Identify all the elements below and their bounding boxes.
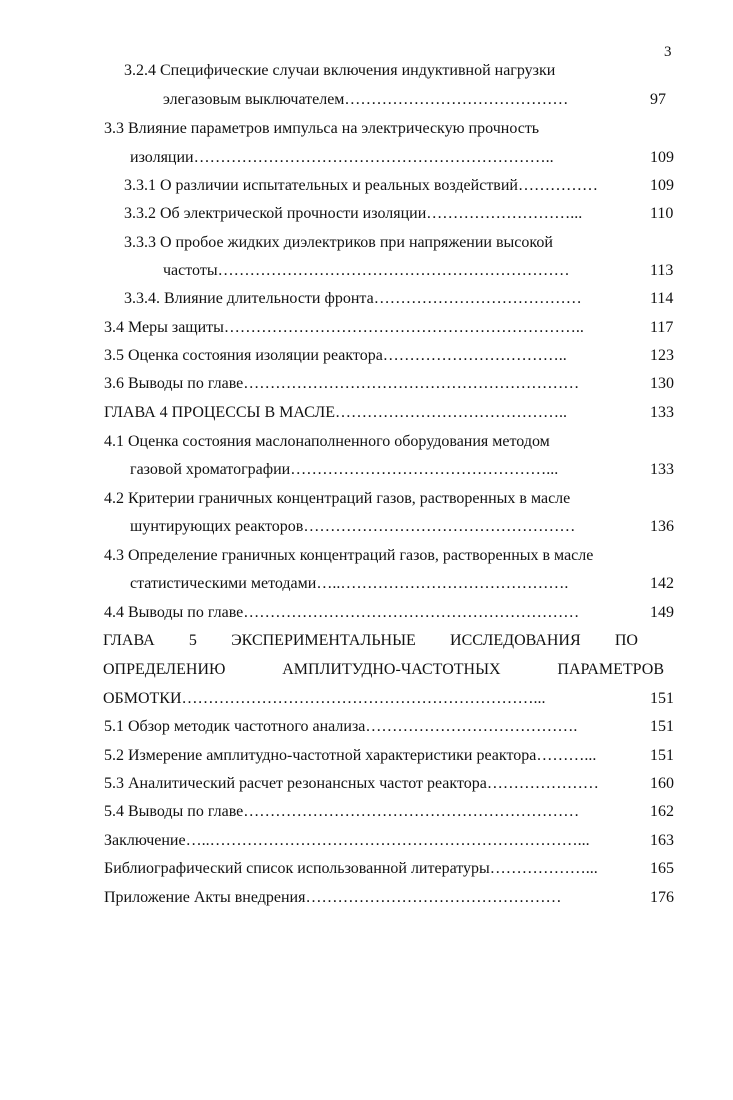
toc-entry bbox=[0, 116, 733, 142]
toc-entry-text: 5.4 Выводы по главе……………………………………………………… bbox=[104, 803, 580, 820]
chapter5-word: 5 bbox=[188, 632, 197, 649]
chapter5-heading-line1 bbox=[103, 628, 638, 654]
toc-entry bbox=[0, 230, 733, 256]
toc-page-number: 176 bbox=[650, 889, 674, 906]
toc-page-number: 109 bbox=[650, 177, 674, 194]
toc-entry-text: Заключение…..……………………………………………………………... bbox=[104, 832, 590, 849]
toc-page-number: 151 bbox=[650, 718, 674, 735]
toc-entry-text: ОБМОТКИ…………………………………………………………... bbox=[103, 690, 546, 707]
toc-page-number: 114 bbox=[650, 290, 674, 307]
toc-page-number: 136 bbox=[650, 518, 674, 535]
toc-entry-text: 3.2.4 Специфические случаи включения индуктивной нагрузки bbox=[124, 62, 556, 79]
toc-entry-text: 3.3.1 О различии испытательных и реальных воздействий…………… bbox=[124, 177, 598, 194]
toc-entry bbox=[0, 87, 733, 113]
toc-entry bbox=[0, 145, 733, 171]
chapter5-heading-line3 bbox=[0, 686, 733, 712]
toc-entry-text: изоляции………………………………………………………….. bbox=[130, 149, 554, 166]
toc-entry bbox=[0, 828, 733, 854]
toc-page-number: 110 bbox=[650, 205, 674, 222]
toc-page-number: 97 bbox=[650, 91, 666, 108]
toc-entry bbox=[0, 743, 733, 769]
toc-entry bbox=[0, 173, 733, 199]
chapter5-word: ПАРАМЕТРОВ bbox=[557, 661, 664, 678]
toc-page-number: 162 bbox=[650, 803, 674, 820]
toc-page-number: 149 bbox=[650, 604, 674, 621]
toc-entry-text: 3.3.4. Влияние длительности фронта………………………………… bbox=[124, 290, 582, 307]
toc-entry bbox=[0, 400, 733, 426]
toc-entry bbox=[0, 201, 733, 227]
toc-entry-text: 4.3 Определение граничных концентраций газов, растворенных в масле bbox=[104, 547, 594, 564]
toc-page-number: 130 bbox=[650, 375, 674, 392]
toc-entry-text: 3.4 Меры защиты………………………………………………………….. bbox=[104, 319, 584, 336]
toc-page-number: 163 bbox=[650, 832, 674, 849]
chapter5-word: ПО bbox=[614, 632, 638, 649]
toc-entry-text: Приложение Акты внедрения………………………………………… bbox=[104, 889, 562, 906]
toc-entry bbox=[0, 543, 733, 569]
toc-entry-text: 4.2 Критерии граничных концентраций газов, растворенных в масле bbox=[104, 490, 571, 507]
toc-entry bbox=[0, 258, 733, 284]
toc-entry-text: 3.3 Влияние параметров импульса на электрическую прочность bbox=[104, 120, 540, 137]
toc-entry-text: 3.5 Оценка состояния изоляции реактора…………………………….. bbox=[104, 347, 567, 364]
toc-entry bbox=[0, 286, 733, 312]
toc-entry bbox=[0, 486, 733, 512]
toc-entry bbox=[0, 714, 733, 740]
toc-page-number: 123 bbox=[650, 347, 674, 364]
toc-entry bbox=[0, 885, 733, 911]
toc-entry bbox=[0, 343, 733, 369]
toc-entry-text: шунтирующих реакторов…………………………………………… bbox=[130, 518, 576, 535]
toc-page-number: 117 bbox=[650, 319, 674, 336]
toc-page-number: 133 bbox=[650, 461, 674, 478]
toc-entry-text: 4.4 Выводы по главе……………………………………………………… bbox=[104, 604, 580, 621]
chapter5-word: ГЛАВА bbox=[103, 632, 155, 649]
toc-entry bbox=[0, 856, 733, 882]
toc-entry bbox=[0, 371, 733, 397]
chapter5-word: ЭКСПЕРИМЕНТАЛЬНЫЕ bbox=[231, 632, 416, 649]
toc-entry-text: 5.2 Измерение амплитудно-частотной характеристики реактора………... bbox=[104, 747, 597, 764]
toc-entry-text: 3.6 Выводы по главе……………………………………………………… bbox=[104, 375, 580, 392]
chapter5-word: АМПЛИТУДНО-ЧАСТОТНЫХ bbox=[282, 661, 501, 678]
toc-entry-text: Библиографический список использованной литературы………………... bbox=[104, 860, 598, 877]
chapter5-heading-line2 bbox=[103, 657, 664, 683]
chapter5-word: ИССЛЕДОВАНИЯ bbox=[450, 632, 581, 649]
toc-entry bbox=[0, 429, 733, 455]
toc-entry-text: ГЛАВА 4 ПРОЦЕССЫ В МАСЛЕ…………………………………….. bbox=[104, 404, 568, 421]
toc-entry-text: статистическими методами…..……………………………………. bbox=[130, 575, 569, 592]
toc-page-number: 151 bbox=[650, 747, 674, 764]
toc-entry-text: газовой хроматографии…………………………………………... bbox=[130, 461, 559, 478]
toc-entry-text: элегазовым выключателем…………………………………… bbox=[163, 91, 569, 108]
toc-entry-text: 5.3 Аналитический расчет резонансных частот реактора………………… bbox=[104, 775, 599, 792]
toc-entry-text: 3.3.3 О пробое жидких диэлектриков при напряжении высокой bbox=[124, 234, 553, 251]
toc-entry-text: 5.1 Обзор методик частотного анализа…………………………………. bbox=[104, 718, 578, 735]
toc-entry bbox=[0, 58, 733, 84]
toc-entry bbox=[0, 514, 733, 540]
toc-entry bbox=[0, 571, 733, 597]
toc-page-number: 133 bbox=[650, 404, 674, 421]
toc-page-number: 142 bbox=[650, 575, 674, 592]
toc-entry-text: 4.1 Оценка состояния маслонаполненного оборудования методом bbox=[104, 433, 550, 450]
page-number: 3 bbox=[664, 44, 672, 60]
toc-page-number: 165 bbox=[650, 860, 674, 877]
toc-entry bbox=[0, 315, 733, 341]
toc-entry-text: 3.3.2 Об электрической прочности изоляции………………………... bbox=[124, 205, 583, 222]
toc-page-number: 109 bbox=[650, 149, 674, 166]
toc-page-number: 151 bbox=[650, 690, 674, 707]
toc-entry bbox=[0, 799, 733, 825]
toc-page-number: 160 bbox=[650, 775, 674, 792]
toc-entry bbox=[0, 457, 733, 483]
toc-entry bbox=[0, 600, 733, 626]
toc-entry-text: частоты………………………………………………………… bbox=[163, 262, 570, 279]
toc-entry bbox=[0, 771, 733, 797]
toc-page-number: 113 bbox=[650, 262, 674, 279]
chapter5-word: ОПРЕДЕЛЕНИЮ bbox=[103, 661, 226, 678]
